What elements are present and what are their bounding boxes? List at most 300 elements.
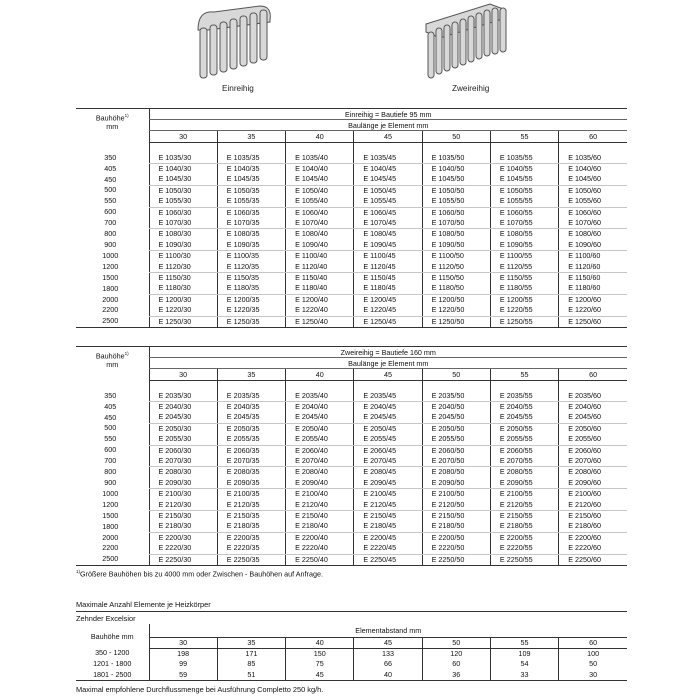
column-header: 35 [217,369,285,381]
model-code-cell: E 2180/45 [354,521,422,532]
height-cell: 550 [104,196,117,206]
spacer-cell [422,381,490,391]
model-code-cell: E 2035/30 [149,391,217,402]
column-header: 45 [354,637,422,648]
model-code-cell: E 2040/50 [422,401,490,412]
model-code-cell: E 1250/55 [490,316,558,327]
model-code-cell: E 1070/50 [422,218,490,229]
model-code-cell: E 1045/45 [354,174,422,185]
model-code-cell: E 2055/40 [286,434,354,445]
model-code-cell: E 2100/30 [149,489,217,500]
height-cell: 600 [104,445,117,455]
model-code-cell: E 1080/40 [286,229,354,240]
model-code-cell: E 1090/35 [217,240,285,251]
model-code-cell: E 1220/55 [490,305,558,316]
max-count-cell: 30 [559,670,627,681]
model-code-cell: E 2120/55 [490,500,558,511]
model-code-cell: E 1035/40 [286,153,354,164]
model-code-cell: E 1200/45 [354,294,422,305]
height-cell: 700 [104,218,117,228]
height-range-cell: 1201 - 1800 [93,659,132,668]
table-row [76,670,627,681]
height-cell: 2000 [102,532,119,542]
model-code-cell: E 1055/60 [559,196,627,207]
column-header: 45 [354,131,422,143]
model-code-cell: E 2250/45 [354,554,422,565]
table-row [76,229,627,240]
model-code-cell: E 1120/40 [286,262,354,273]
column-header-row [76,637,627,648]
table-subtitle: Baulänge je Element mm [149,358,627,369]
column-header-row [76,131,627,143]
model-code-cell: E 2070/55 [490,456,558,467]
model-code-cell: E 2070/50 [422,456,490,467]
model-code-cell: E 1200/55 [490,294,558,305]
model-code-cell: E 2200/30 [149,532,217,543]
row-header-footnote-mark: 1) [124,113,129,118]
table-row [76,445,627,456]
model-code-cell: E 2050/45 [354,423,422,434]
model-code-cell: E 2220/35 [217,543,285,554]
model-code-cell: E 1200/30 [149,294,217,305]
model-code-cell: E 1070/55 [490,218,558,229]
model-code-cell: E 1040/60 [559,163,627,174]
height-cell: 1800 [102,521,119,531]
column-header: 30 [149,369,217,381]
model-code-cell: E 1055/50 [422,196,490,207]
table-row [76,294,627,305]
model-code-cell: E 2060/50 [422,445,490,456]
row-header [76,109,149,143]
table-row [76,305,627,316]
radiator-double-row-icon [420,0,512,82]
model-code-cell: E 1250/50 [422,316,490,327]
column-header: 50 [422,637,490,648]
model-code-cell: E 1060/55 [490,207,558,218]
max-flow-note: Maximal empfohlene Durchflussmenge bei Ausführung Completto 250 kg/h. [76,685,324,694]
spacer-cell [559,143,627,153]
height-cell: 1500 [102,510,119,520]
table-row [76,434,627,445]
footnote [76,569,323,578]
model-code-cell: E 1040/40 [286,163,354,174]
model-code-cell: E 2035/55 [490,391,558,402]
model-code-cell: E 2070/60 [559,456,627,467]
table-row [76,283,627,294]
model-code-cell: E 2220/45 [354,543,422,554]
spacer-cell [76,143,149,153]
max-count-cell: 36 [422,670,490,681]
spacer-cell [354,143,422,153]
spacer-cell [76,381,149,391]
height-cell: 700 [104,456,117,466]
model-code-cell: E 2100/60 [559,489,627,500]
model-code-cell: E 1055/30 [149,196,217,207]
model-code-cell: E 2070/40 [286,456,354,467]
model-code-cell: E 2080/60 [559,467,627,478]
model-code-cell: E 1250/30 [149,316,217,327]
row-header-unit: mm [106,360,119,370]
model-code-cell: E 2220/40 [286,543,354,554]
height-cell: 1800 [102,283,119,293]
model-code-cell: E 2045/60 [559,412,627,423]
model-code-cell: E 2040/30 [149,401,217,412]
model-code-cell: E 2090/50 [422,478,490,489]
header-row [76,624,627,637]
spacer-cell [217,143,285,153]
column-header: 55 [490,369,558,381]
model-code-cell: E 1040/30 [149,163,217,174]
model-code-cell: E 1090/50 [422,240,490,251]
model-code-cell: E 1250/45 [354,316,422,327]
table-row [76,648,627,659]
header-row [76,109,627,120]
table-row [76,510,627,521]
table-row [76,412,627,423]
model-code-cell: E 2180/35 [217,521,285,532]
model-code-cell: E 1250/40 [286,316,354,327]
height-cell: 1200 [102,261,119,271]
model-code-cell: E 1090/45 [354,240,422,251]
model-code-cell: E 1080/45 [354,229,422,240]
model-code-cell: E 2150/60 [559,510,627,521]
model-code-cell: E 2200/60 [559,532,627,543]
height-cell: 1500 [102,272,119,282]
model-code-cell: E 2040/45 [354,401,422,412]
model-code-cell: E 2055/30 [149,434,217,445]
model-code-cell: E 2035/60 [559,391,627,402]
model-code-cell: E 2070/45 [354,456,422,467]
model-code-cell: E 1070/40 [286,218,354,229]
spacer-cell [286,143,354,153]
model-code-cell: E 1070/45 [354,218,422,229]
max-count-cell: 120 [422,648,490,659]
spacer-row [76,381,627,391]
table-row [76,272,627,283]
model-code-cell: E 2045/35 [217,412,285,423]
model-code-cell: E 2045/30 [149,412,217,423]
model-code-cell: E 1090/60 [559,240,627,251]
model-code-cell: E 2250/60 [559,554,627,565]
model-code-cell: E 1060/50 [422,207,490,218]
model-code-cell: E 1055/45 [354,196,422,207]
max-count-cell: 100 [559,648,627,659]
model-code-cell: E 1040/45 [354,163,422,174]
model-code-cell: E 1200/50 [422,294,490,305]
model-code-cell: E 2060/55 [490,445,558,456]
model-code-cell: E 1220/45 [354,305,422,316]
model-code-cell: E 2055/50 [422,434,490,445]
model-code-cell: E 1100/50 [422,251,490,262]
table-title: Elementabstand mm [149,624,627,637]
table-row [76,153,627,164]
model-code-cell: E 1060/35 [217,207,285,218]
model-code-cell: E 2035/45 [354,391,422,402]
subheader-row [76,358,627,369]
illustration-single-row [190,0,300,104]
model-code-cell: E 1035/55 [490,153,558,164]
model-code-cell: E 1150/30 [149,272,217,283]
height-cell: 2200 [102,543,119,553]
model-code-cell: E 1090/55 [490,240,558,251]
height-cell: 1000 [102,488,119,498]
table-row [76,174,627,185]
model-code-cell: E 1050/35 [217,185,285,196]
model-code-cell: E 2120/60 [559,500,627,511]
model-code-cell: E 1120/35 [217,262,285,273]
model-code-cell: E 1220/30 [149,305,217,316]
column-header: 40 [286,131,354,143]
model-code-cell: E 1045/55 [490,174,558,185]
model-code-cell: E 2220/60 [559,543,627,554]
max-count-cell: 171 [217,648,285,659]
table-row [76,391,627,402]
model-code-cell: E 1045/35 [217,174,285,185]
footnote-text: Größere Bauhöhen bis zu 4000 mm oder Zwischen - Bauhöhen auf Anfrage. [80,569,323,579]
model-code-cell: E 2060/45 [354,445,422,456]
max-elements-title: Maximale Anzahl Elemente je Heizkörper [76,600,211,609]
model-code-cell: E 1055/55 [490,196,558,207]
subheader-row [76,120,627,131]
model-code-cell: E 2055/60 [559,434,627,445]
model-code-cell: E 1180/30 [149,283,217,294]
model-code-cell: E 2180/50 [422,521,490,532]
model-code-cell: E 1200/35 [217,294,285,305]
model-code-cell: E 1120/55 [490,262,558,273]
model-code-cell: E 2150/35 [217,510,285,521]
model-code-cell: E 1180/60 [559,283,627,294]
column-header: 35 [217,637,285,648]
max-count-cell: 99 [149,659,217,670]
model-code-cell: E 1050/30 [149,185,217,196]
model-code-cell: E 1050/55 [490,185,558,196]
max-count-cell: 66 [354,659,422,670]
model-code-cell: E 2080/40 [286,467,354,478]
max-count-cell: 85 [217,659,285,670]
model-code-cell: E 1060/40 [286,207,354,218]
spacer-cell [490,143,558,153]
column-header: 30 [149,131,217,143]
column-header: 50 [422,131,490,143]
header-row [76,347,627,358]
model-code-cell: E 1040/55 [490,163,558,174]
model-code-cell: E 2120/40 [286,500,354,511]
model-code-cell: E 1060/60 [559,207,627,218]
model-code-cell: E 1150/55 [490,272,558,283]
height-cell: 2200 [102,305,119,315]
model-code-cell: E 2070/35 [217,456,285,467]
model-code-cell: E 2180/60 [559,521,627,532]
model-code-cell: E 1080/60 [559,229,627,240]
column-header: 45 [354,369,422,381]
column-header: 30 [149,637,217,648]
table-single-row [76,108,627,328]
model-code-cell: E 1080/50 [422,229,490,240]
model-code-cell: E 2055/45 [354,434,422,445]
max-count-cell: 54 [490,659,558,670]
model-code-cell: E 1055/35 [217,196,285,207]
spacer-cell [490,381,558,391]
row-header [76,347,149,381]
model-code-cell: E 2120/30 [149,500,217,511]
table-row [76,262,627,273]
model-code-cell: E 2180/30 [149,521,217,532]
model-code-cell: E 1040/35 [217,163,285,174]
model-code-cell: E 1045/30 [149,174,217,185]
model-code-cell: E 1180/50 [422,283,490,294]
model-code-cell: E 2050/30 [149,423,217,434]
model-code-cell: E 1045/60 [559,174,627,185]
table-row [76,196,627,207]
spacer-cell [559,381,627,391]
model-code-cell: E 2220/50 [422,543,490,554]
column-header: 60 [559,637,627,648]
model-code-cell: E 1150/40 [286,272,354,283]
model-code-cell: E 2100/35 [217,489,285,500]
model-code-cell: E 2200/40 [286,532,354,543]
model-code-cell: E 1180/45 [354,283,422,294]
radiator-single-row-icon [190,0,280,82]
model-code-cell: E 2070/30 [149,456,217,467]
column-header: 55 [490,637,558,648]
model-code-cell: E 1150/60 [559,272,627,283]
model-code-cell: E 1035/45 [354,153,422,164]
max-count-cell: 50 [559,659,627,670]
row-header-footnote-mark: 1) [124,351,129,356]
model-code-cell: E 2040/60 [559,401,627,412]
model-code-cell: E 1180/55 [490,283,558,294]
footnote-mark: 1) [76,569,81,574]
column-header: 40 [286,369,354,381]
height-cell: 800 [104,467,117,477]
table-row [76,163,627,174]
model-code-cell: E 1090/40 [286,240,354,251]
max-count-cell: 51 [217,670,285,681]
model-code-cell: E 2120/50 [422,500,490,511]
model-code-cell: E 2045/55 [490,412,558,423]
height-cell: 405 [104,401,117,411]
model-code-cell: E 1220/50 [422,305,490,316]
model-code-cell: E 2250/30 [149,554,217,565]
model-code-cell: E 1200/40 [286,294,354,305]
model-code-cell: E 1180/40 [286,283,354,294]
model-code-cell: E 1050/50 [422,185,490,196]
model-code-cell: E 2045/40 [286,412,354,423]
row-header: Bauhöhe mm [90,631,134,641]
height-cell: 450 [104,412,117,422]
model-code-cell: E 2050/35 [217,423,285,434]
model-code-cell: E 2080/35 [217,467,285,478]
height-cell: 1000 [102,250,119,260]
model-code-cell: E 1080/30 [149,229,217,240]
model-code-cell: E 2045/50 [422,412,490,423]
model-code-cell: E 2035/35 [217,391,285,402]
model-code-cell: E 2090/45 [354,478,422,489]
model-code-cell: E 2080/55 [490,467,558,478]
model-code-cell: E 1100/45 [354,251,422,262]
table-title: Einreihig = Bautiefe 95 mm [149,109,627,120]
row-header-label: Bauhöhe [95,113,125,123]
model-code-cell: E 2080/30 [149,467,217,478]
table-row [76,240,627,251]
max-count-cell: 40 [354,670,422,681]
model-code-cell: E 2180/40 [286,521,354,532]
product-name: Zehnder Excelsior [76,611,627,623]
spacer-cell [149,143,217,153]
table-double-row [76,346,627,566]
table-row [76,185,627,196]
max-count-cell: 109 [490,648,558,659]
height-cell: 1200 [102,499,119,509]
model-code-cell: E 1150/50 [422,272,490,283]
model-code-cell: E 1120/60 [559,262,627,273]
table-row [76,543,627,554]
model-code-cell: E 2090/40 [286,478,354,489]
model-code-cell: E 1080/35 [217,229,285,240]
model-code-cell: E 1050/40 [286,185,354,196]
spacer-cell [149,381,217,391]
model-code-cell: E 2060/60 [559,445,627,456]
model-code-cell: E 1220/60 [559,305,627,316]
model-code-cell: E 2090/30 [149,478,217,489]
height-cell: 900 [104,478,117,487]
height-range-cell: 350 - 1200 [95,648,130,658]
model-code-cell: E 1070/35 [217,218,285,229]
model-code-cell: E 1035/60 [559,153,627,164]
model-code-cell: E 1035/50 [422,153,490,164]
max-count-cell: 150 [286,648,354,659]
row-header-label: Bauhöhe [95,351,125,361]
model-code-cell: E 2050/40 [286,423,354,434]
model-code-cell: E 1180/35 [217,283,285,294]
model-code-cell: E 2040/40 [286,401,354,412]
spacer-cell [286,381,354,391]
table-row [76,251,627,262]
model-code-cell: E 1055/40 [286,196,354,207]
table-row [76,489,627,500]
model-code-cell: E 1080/55 [490,229,558,240]
table-max-elements [76,624,627,681]
spacer-cell [354,381,422,391]
model-code-cell: E 1100/40 [286,251,354,262]
model-code-cell: E 1045/40 [286,174,354,185]
model-code-cell: E 1100/55 [490,251,558,262]
table-row [76,554,627,565]
height-cell: 550 [104,434,117,444]
spacer-row [76,143,627,153]
height-cell: 2500 [102,554,119,564]
table-subtitle: Baulänge je Element mm [149,120,627,131]
model-code-cell: E 2090/60 [559,478,627,489]
max-count-cell: 33 [490,670,558,681]
model-code-cell: E 1100/35 [217,251,285,262]
model-code-cell: E 1120/45 [354,262,422,273]
model-code-cell: E 1100/30 [149,251,217,262]
model-code-cell: E 2200/55 [490,532,558,543]
column-header: 60 [559,131,627,143]
column-header: 50 [422,369,490,381]
model-code-cell: E 2080/45 [354,467,422,478]
table-row [76,401,627,412]
column-header-row [76,369,627,381]
model-code-cell: E 2060/40 [286,445,354,456]
table-row [76,207,627,218]
column-header: 35 [217,131,285,143]
model-code-cell: E 2150/55 [490,510,558,521]
model-code-cell: E 1035/30 [149,153,217,164]
double-row-caption: Zweireihig [452,84,490,93]
height-range-cell: 1801 - 2500 [93,669,132,679]
